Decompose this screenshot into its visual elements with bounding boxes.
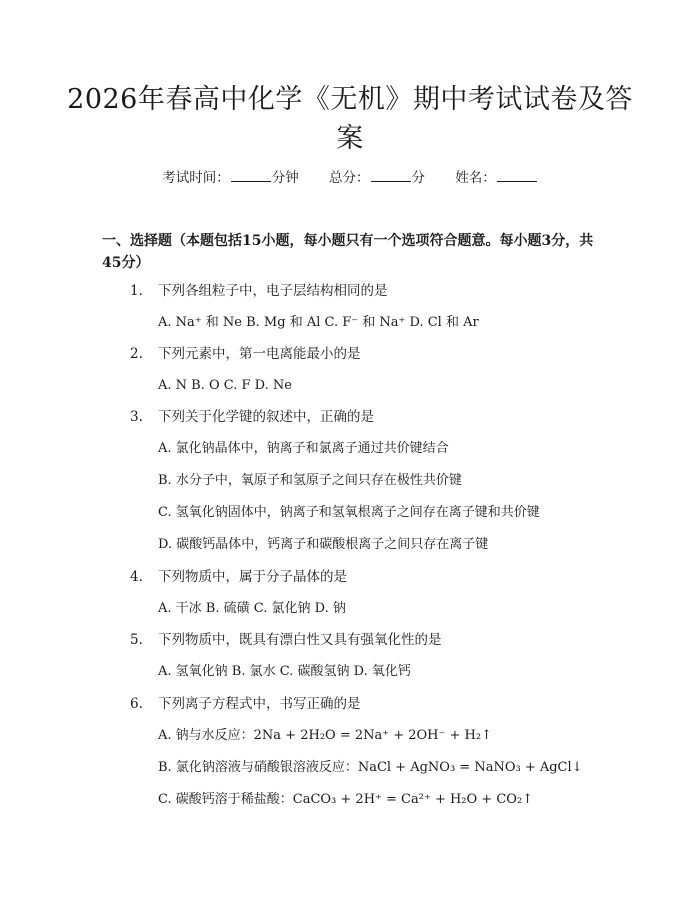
- section-heading: 一、选择题（本题包括15小题，每小题只有一个选项符合题意。每小题3分，共45分）: [102, 233, 594, 271]
- score-blank[interactable]: [371, 169, 411, 182]
- question-number: 3.: [130, 409, 143, 425]
- name-blank[interactable]: [497, 169, 537, 182]
- question-stem: 下列离子方程式中，书写正确的是: [158, 696, 361, 712]
- question-4-options: A. 干冰 B. 硫磺 C. 氯化钠 D. 钠: [158, 601, 346, 616]
- question-stem: 下列关于化学键的叙述中，正确的是: [158, 409, 374, 425]
- question-6-option-a: A. 钠与水反应：2Na + 2H₂O = 2Na⁺ + 2OH⁻ + H₂↑: [158, 728, 492, 743]
- question-4: [130, 568, 347, 586]
- question-2-options: A. N B. O C. F D. Ne: [158, 378, 292, 393]
- question-3-option-a: A. 氯化钠晶体中，钠离子和氯离子通过共价键结合: [158, 441, 449, 456]
- question-number: 4.: [130, 569, 143, 585]
- question-number: 5.: [130, 632, 143, 648]
- question-3-option-b: B. 水分子中，氧原子和氢原子之间只存在极性共价键: [158, 473, 462, 488]
- time-blank[interactable]: [231, 169, 271, 182]
- name-field: [455, 169, 538, 187]
- time-field: [162, 169, 299, 187]
- exam-meta: [0, 169, 700, 187]
- question-6-option-b: B. 氯化钠溶液与硝酸银溶液反应：NaCl + AgNO₃ = NaNO₃ + AgCl↓: [158, 760, 583, 775]
- question-stem: 下列物质中，既具有漂白性又具有强氧化性的是: [158, 632, 442, 648]
- time-unit: 分钟: [271, 170, 299, 186]
- score-label: 总分：: [329, 170, 370, 186]
- exam-title: 2026年春高中化学《无机》期中考试试卷及答案: [67, 84, 633, 154]
- question-3-option-d: D. 碳酸钙晶体中，钙离子和碳酸根离子之间只存在离子键: [158, 537, 489, 552]
- question-5-options: A. 氢氧化钠 B. 氯水 C. 碳酸氢钠 D. 氧化钙: [158, 664, 411, 679]
- question-stem: 下列物质中，属于分子晶体的是: [158, 569, 347, 585]
- question-3-option-c: C. 氢氧化钠固体中，钠离子和氢氧根离子之间存在离子键和共价键: [158, 505, 540, 520]
- time-label: 考试时间：: [162, 170, 230, 186]
- name-label: 姓名：: [455, 170, 496, 186]
- question-stem: 下列各组粒子中，电子层结构相同的是: [158, 283, 388, 299]
- score-unit: 分: [411, 170, 425, 186]
- question-5: [130, 631, 442, 649]
- question-number: 1.: [130, 283, 143, 299]
- question-number: 2.: [130, 346, 143, 362]
- score-field: [329, 169, 425, 187]
- question-stem: 下列元素中，第一电离能最小的是: [158, 346, 361, 362]
- question-3: [130, 408, 374, 426]
- question-1-options: A. Na⁺ 和 Ne B. Mg 和 Al C. F⁻ 和 Na⁺ D. Cl 和 Ar: [158, 315, 479, 330]
- question-number: 6.: [130, 696, 143, 712]
- question-6-option-c: C. 碳酸钙溶于稀盐酸：CaCO₃ + 2H⁺ = Ca²⁺ + H₂O + CO₂↑: [158, 792, 534, 807]
- question-1: [130, 282, 388, 300]
- question-2: [130, 345, 361, 363]
- question-6: [130, 695, 361, 713]
